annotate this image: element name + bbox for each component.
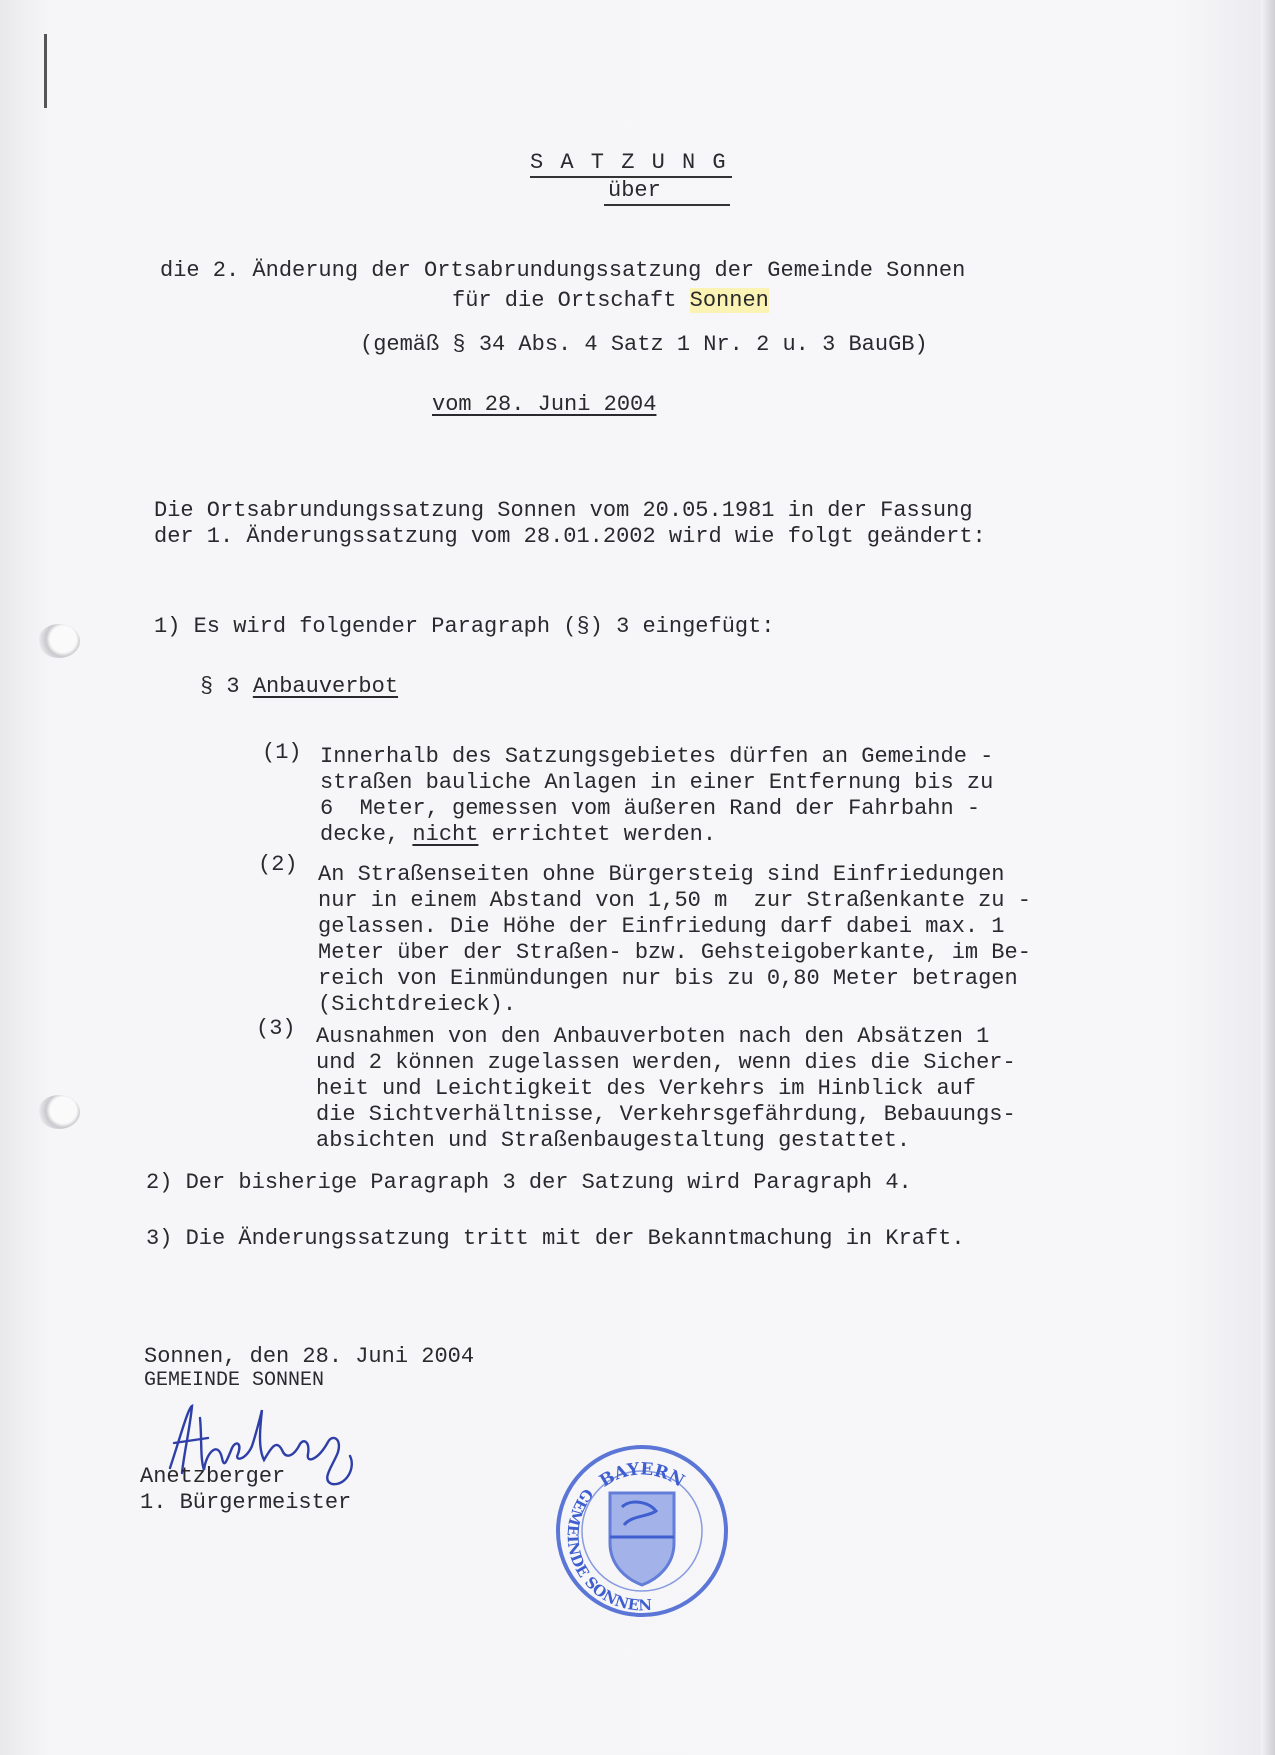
abs-1-last-suffix: errichtet werden. bbox=[478, 822, 717, 847]
intro-legal-basis: (gemäß § 34 Abs. 4 Satz 1 Nr. 2 u. 3 BauGB) bbox=[360, 332, 928, 357]
document-title: S A T Z U N G bbox=[530, 150, 728, 175]
paragraph-number: § 3 bbox=[200, 674, 253, 699]
closing-authority: GEMEINDE SONNEN bbox=[144, 1369, 325, 1392]
abs-1-line bbox=[320, 822, 716, 848]
signer-name: Anetzberger bbox=[140, 1464, 286, 1489]
item-2: 2) Der bisherige Paragraph 3 der Satzung wird Paragraph 4. bbox=[146, 1170, 912, 1195]
abs-2-line: An Straßenseiten ohne Bürgersteig sind Einfriedungen bbox=[318, 862, 1005, 887]
item-1: 1) Es wird folgender Paragraph (§) 3 eingefügt: bbox=[154, 614, 775, 639]
abs-3-line: die Sichtverhältnisse, Verkehrsgefährdung, Bebauungs- bbox=[316, 1102, 1016, 1127]
punch-hole bbox=[38, 624, 80, 658]
highlighted-place: Sonnen bbox=[689, 288, 769, 313]
paragraph-heading bbox=[200, 674, 398, 700]
abs-2-line: gelassen. Die Höhe der Einfriedung darf dabei max. 1 bbox=[318, 914, 1005, 939]
seal-ring-text: GEMEINDE SONNEN bbox=[563, 1485, 653, 1615]
abs-1-line: straßen bauliche Anlagen in einer Entfernung bis zu bbox=[320, 770, 994, 795]
abs-1-line: 6 Meter, gemessen vom äußeren Rand der Fahrbahn - bbox=[320, 796, 981, 821]
abs-2-line: nur in einem Abstand von 1,50 m zur Straßenkante zu - bbox=[318, 888, 1031, 913]
paragraph-title: Anbauverbot bbox=[252, 674, 399, 699]
official-seal bbox=[552, 1441, 732, 1621]
abs-3-line: Ausnahmen von den Anbauverboten nach den Absätzen 1 bbox=[316, 1024, 990, 1049]
abs-3-line: und 2 können zugelassen werden, wenn dies die Sicher- bbox=[316, 1050, 1016, 1075]
page-edge bbox=[1261, 0, 1275, 1755]
abs-3-number: (3) bbox=[256, 1016, 296, 1041]
margin-mark bbox=[44, 34, 47, 108]
seal-top-text: BAYERN bbox=[596, 1459, 688, 1492]
document-subtitle: über bbox=[608, 178, 661, 203]
abs-3-line: absichten und Straßenbaugestaltung gestattet. bbox=[316, 1128, 911, 1153]
abs-1-last-prefix: decke, bbox=[320, 822, 413, 847]
abs-2-line: reich von Einmündungen nur bis zu 0,80 Meter betragen bbox=[318, 966, 1018, 991]
abs-2-line: Meter über der Straßen- bzw. Gehsteigoberkante, im Be- bbox=[318, 940, 1031, 965]
abs-2-line: (Sichtdreieck). bbox=[318, 992, 517, 1017]
closing-place-date: Sonnen, den 28. Juni 2004 bbox=[144, 1344, 475, 1369]
intro-line-1: die 2. Änderung der Ortsabrundungssatzung der Gemeinde Sonnen bbox=[160, 258, 966, 283]
abs-1-line: Innerhalb des Satzungsgebietes dürfen an Gemeinde - bbox=[320, 744, 994, 769]
punch-hole bbox=[38, 1095, 80, 1129]
subtitle-underline bbox=[604, 204, 730, 206]
signer-role: 1. Bürgermeister bbox=[140, 1490, 352, 1515]
item-3: 3) Die Änderungssatzung tritt mit der Bekanntmachung in Kraft. bbox=[146, 1226, 965, 1251]
intro-line-2 bbox=[452, 288, 769, 314]
preamble-line-1: Die Ortsabrundungssatzung Sonnen vom 20.05.1981 in der Fassung bbox=[154, 498, 973, 523]
intro-line-2-prefix: für die Ortschaft bbox=[452, 288, 690, 313]
abs-3-line: heit und Leichtigkeit des Verkehrs im Hinblick auf bbox=[316, 1076, 977, 1101]
abs-1-number: (1) bbox=[262, 740, 302, 765]
abs-2-number: (2) bbox=[258, 852, 298, 877]
document-date: vom 28. Juni 2004 bbox=[432, 392, 657, 417]
preamble-line-2: der 1. Änderungssatzung vom 28.01.2002 wird wie folgt geändert: bbox=[154, 524, 986, 549]
emphasis-nicht: nicht bbox=[412, 822, 479, 847]
